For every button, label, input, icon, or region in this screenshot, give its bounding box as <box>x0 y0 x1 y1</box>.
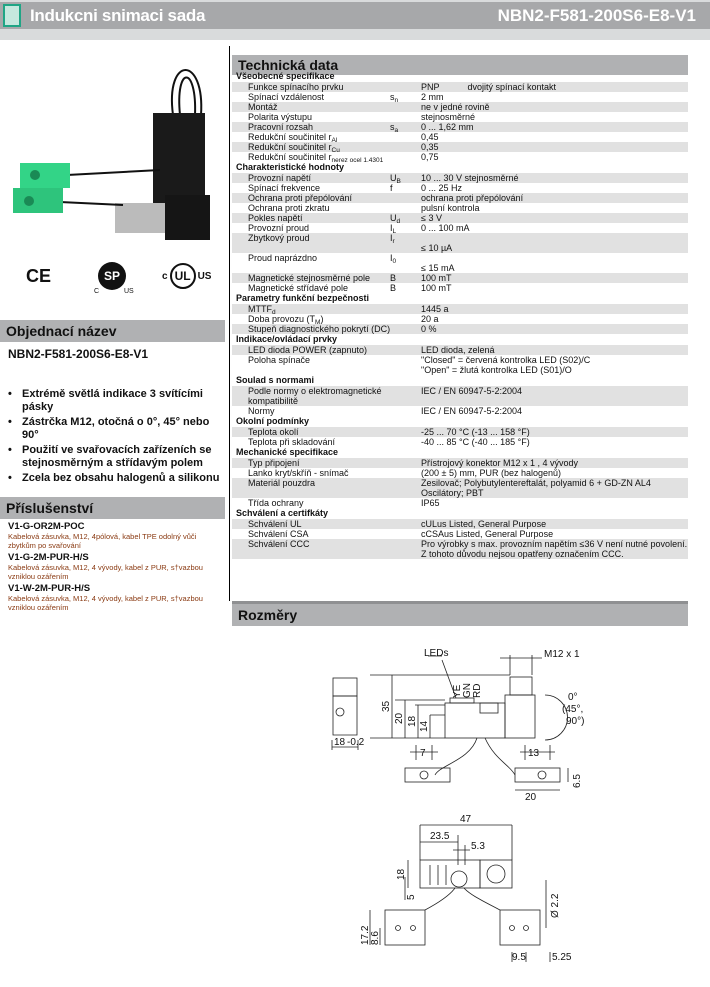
spec-symbol: $I_L$ <box>390 223 397 235</box>
csa-logo: SP C US <box>92 262 132 298</box>
spec-row <box>232 223 688 233</box>
spec-section-title: Indikace/ovládací prvky <box>236 334 338 344</box>
svg-text:LEDs: LEDs <box>424 648 449 659</box>
spec-row <box>232 478 688 498</box>
document-title: Indukcni snimaci sada <box>30 6 206 25</box>
spec-value: 2 mm <box>421 92 444 102</box>
spec-section-title: Schválení a certifkáty <box>236 508 329 518</box>
spec-value: PNP dvojitý spínací kontakt <box>421 82 557 92</box>
order-name-heading: Objednací název <box>0 320 225 342</box>
spec-row <box>232 468 688 478</box>
spec-row <box>232 498 688 508</box>
accessory-desc: Kabelová zásuvka, M12, 4 vývody, kabel z PUR, s†vazbou vzniklou ozářením <box>8 563 203 581</box>
dimension-drawing <box>320 640 610 985</box>
spec-symbol: $U_B$ <box>390 173 401 185</box>
spec-row <box>232 102 688 112</box>
spec-row <box>232 427 688 437</box>
spec-label: Schválení UL <box>248 519 302 529</box>
spec-value: Zesilovač; Polybutylentereftalát, polyamid 6 + GD-ZN AL4 Oscilátory; PBT <box>421 478 651 498</box>
svg-text:M12 x 1: M12 x 1 <box>544 649 580 660</box>
spec-label: Třída ochrany <box>248 498 304 508</box>
spec-label: Polarita výstupu <box>248 112 313 122</box>
spec-value: stejnosměrné <box>421 112 476 122</box>
product-code: NBN2-F581-200S6-E8-V1 <box>497 6 696 25</box>
spec-row <box>232 193 688 203</box>
product-photo <box>5 55 223 250</box>
tech-data-heading: Technická data <box>232 55 688 75</box>
spec-label: Lanko kryt/skříň - snímač <box>248 468 349 478</box>
ul-logo: c UL US <box>162 263 211 289</box>
spec-section-title: Charakteristické hodnoty <box>236 162 345 172</box>
spec-label: Doba provozu $(T_M)$ <box>248 314 324 326</box>
spec-section-title: Všeobecné specifikace <box>236 71 335 81</box>
spec-value: IP65 <box>421 498 440 508</box>
svg-text:5.3: 5.3 <box>471 841 485 852</box>
spec-row <box>232 92 688 102</box>
column-divider <box>229 46 230 601</box>
spec-label: Poloha spínače <box>248 355 311 365</box>
spec-value: -25 ... 70 °C (-13 ... 158 °F) <box>421 427 530 437</box>
svg-text:47: 47 <box>460 814 472 825</box>
spec-label: Ochrana proti přepólování <box>248 193 353 203</box>
spec-value: ≤ 3 V <box>421 213 442 223</box>
spec-row <box>232 152 688 162</box>
spec-value: (200 ± 5) mm, PUR (bez halogenů) <box>421 468 561 478</box>
svg-text:RD: RD <box>472 683 483 698</box>
spec-label: Zbytkový proud <box>248 233 310 243</box>
spec-row <box>232 437 688 447</box>
svg-text:0°: 0° <box>568 692 578 703</box>
svg-text:8.6: 8.6 <box>370 931 381 945</box>
svg-text:YE: YE <box>452 684 463 698</box>
spec-label: Teplota při skladování <box>248 437 336 447</box>
spec-symbol: f <box>390 183 393 193</box>
accessory-name[interactable]: V1-W-2M-PUR-H/S <box>8 583 91 594</box>
spec-symbol: $s_n$ <box>390 92 399 104</box>
spec-row <box>232 213 688 223</box>
spec-label: Montáž <box>248 102 278 112</box>
svg-text:GN: GN <box>462 683 473 698</box>
feature-list <box>8 388 226 485</box>
spec-symbol: $I_0$ <box>390 253 397 265</box>
spec-row <box>232 173 688 183</box>
spec-value: pulsní kontrola <box>421 203 480 213</box>
accessory-name[interactable]: V1-G-2M-PUR-H/S <box>8 552 89 563</box>
spec-row <box>232 122 688 132</box>
spec-value: 20 a <box>421 314 439 324</box>
spec-row <box>232 233 688 253</box>
spec-value: ≤ 10 µA <box>421 243 453 253</box>
spec-section-title: Okolní podmínky <box>236 416 310 426</box>
spec-label: Spínací vzdálenost <box>248 92 325 102</box>
spec-row <box>232 314 688 324</box>
spec-value: LED dioda, zelená <box>421 345 495 355</box>
svg-text:20: 20 <box>394 712 405 724</box>
feature-item: • Extrémě světlá indikace 3 svítícími pásky <box>8 388 226 414</box>
spec-row <box>232 304 688 314</box>
svg-text:7: 7 <box>420 748 426 759</box>
spec-label: Redukční součinitel $r_{nerez ocel 1.4301}$ <box>248 152 384 164</box>
spec-label: $MTTF_d$ <box>248 304 276 316</box>
spec-label: Magnetické střídavé pole <box>248 283 349 293</box>
spec-row <box>232 324 688 334</box>
spec-label: LED dioda POWER (zapnuto) <box>248 345 368 355</box>
spec-value: Pro výrobky s max. provozním napětím ≤36 V není nutné povolení. Z tohoto důvodu nejsou opatřeny označením CCC. <box>421 539 688 559</box>
spec-symbol: $U_d$ <box>390 213 401 225</box>
spec-label: Stupeň diagnostického pokrytí (DC) <box>248 324 391 334</box>
spec-label: Podle normy o elektromagnetické kompatibilitě <box>248 386 382 406</box>
spec-value: 0,35 <box>421 142 439 152</box>
spec-row <box>232 253 688 273</box>
spec-row <box>232 458 688 468</box>
svg-text:14: 14 <box>419 720 430 732</box>
spec-row <box>232 183 688 193</box>
spec-value: 10 ... 30 V stejnosměrné <box>421 173 519 183</box>
spec-row <box>232 283 688 293</box>
spec-value: 0,75 <box>421 152 439 162</box>
spec-row <box>232 132 688 142</box>
dimensions-heading: Rozměry <box>232 601 688 626</box>
left-column-flow <box>0 388 226 612</box>
tech-data-table <box>232 71 688 559</box>
spec-section-title: Parametry funkční bezpečnosti <box>236 293 370 303</box>
spec-value: 100 mT <box>421 283 452 293</box>
spec-symbol: $s_a$ <box>390 122 399 134</box>
spec-label: Spínací frekvence <box>248 183 321 193</box>
spec-label: Ochrana proti zkratu <box>248 203 330 213</box>
spec-value: 100 mT <box>421 273 452 283</box>
spec-value: 0 ... 25 Hz <box>421 183 463 193</box>
spec-section-title: Soulad s normami <box>236 375 315 385</box>
spec-label: Magnetické stejnosměrné pole <box>248 273 371 283</box>
spec-value: cULus Listed, General Purpose <box>421 519 547 529</box>
spec-value: ochrana proti přepólování <box>421 193 524 203</box>
svg-text:9.5: 9.5 <box>512 952 526 963</box>
spec-value: IEC / EN 60947-5-2:2004 <box>421 386 523 396</box>
spec-row <box>232 519 688 529</box>
spec-symbol: B <box>390 273 397 283</box>
spec-symbol: B <box>390 283 397 293</box>
spec-row <box>232 112 688 122</box>
spec-label: Redukční součinitel $r_{Al}$ <box>248 132 338 144</box>
accessories-list <box>8 521 226 612</box>
brand-square-icon <box>3 4 21 27</box>
spec-label: Redukční součinitel $r_{Cu}$ <box>248 142 340 154</box>
spec-value: 1445 a <box>421 304 449 314</box>
accessories-heading: Příslušenství <box>0 497 225 519</box>
accessory-name[interactable]: V1-G-OR2M-POC <box>8 521 85 532</box>
spec-label: Typ připojení <box>248 458 300 468</box>
spec-row <box>232 82 688 92</box>
svg-text:5: 5 <box>406 894 417 900</box>
feature-item: • Použití ve svařovacích zařízeních se stejnosměrným a střídavým polem <box>8 444 226 470</box>
spec-section-title: Mechanické specifikace <box>236 447 339 457</box>
ce-mark: CE <box>26 266 52 286</box>
spec-label: Provozní proud <box>248 223 310 233</box>
spec-value: Přístrojový konektor M12 x 1 , 4 vývody <box>421 458 579 468</box>
spec-row <box>232 142 688 152</box>
spec-label: Schválení CSA <box>248 529 309 539</box>
spec-label: Schválení CCC <box>248 539 310 549</box>
spec-value: 0 ... 1,62 mm <box>421 122 474 132</box>
spec-label: Pokles napětí <box>248 213 303 223</box>
spec-value: 0 ... 100 mA <box>421 223 470 233</box>
spec-value: ≤ 15 mA <box>421 263 455 273</box>
order-code: NBN2-F581-200S6-E8-V1 <box>8 347 149 361</box>
svg-text:5.25: 5.25 <box>552 952 572 963</box>
accessory-desc: Kabelová zásuvka, M12, 4pólová, kabel TPE odolný vůči zbytkům po svařování <box>8 532 197 550</box>
svg-text:Ø 2.2: Ø 2.2 <box>550 893 561 918</box>
svg-text:(45°,: (45°, <box>562 704 584 715</box>
spec-value: IEC / EN 60947-5-2:2004 <box>421 406 523 416</box>
svg-text:23.5: 23.5 <box>430 831 450 842</box>
spec-symbol: $I_r$ <box>390 233 395 245</box>
svg-text:90°): 90°) <box>566 716 585 727</box>
spec-row <box>232 273 688 283</box>
spec-row <box>232 406 688 416</box>
spec-label: Funkce spínacího prvku <box>248 82 344 92</box>
spec-row <box>232 345 688 355</box>
feature-item: • Zcela bez obsahu halogenů a silikonu <box>8 472 226 485</box>
svg-text:-0.2: -0.2 <box>347 737 365 748</box>
spec-row <box>232 386 688 406</box>
spec-label: Teplota okolí <box>248 427 299 437</box>
spec-label: Normy <box>248 406 275 416</box>
svg-text:13: 13 <box>528 748 540 759</box>
spec-value: ne v jedné rovině <box>421 102 490 112</box>
svg-text:17.2: 17.2 <box>360 925 371 945</box>
spec-label: Pracovní rozsah <box>248 122 314 132</box>
spec-row <box>232 203 688 213</box>
spec-value: -40 ... 85 °C (-40 ... 185 °F) <box>421 437 530 447</box>
accessory-desc: Kabelová zásuvka, M12, 4 vývody, kabel z PUR, s†vazbou vzniklou ozářením <box>8 594 203 612</box>
spec-value: "Closed" = červená kontrolka LED (S02)/C "Open" = žlutá kontrolka LED (S01)/O <box>421 355 591 375</box>
spec-label: Materiál pouzdra <box>248 478 316 488</box>
feature-item: • Zástrčka M12, otočná o 0°, 45° nebo 90° <box>8 416 226 442</box>
svg-text:18: 18 <box>407 715 418 727</box>
spec-label: Proud naprázdno <box>248 253 318 263</box>
spec-row <box>232 529 688 539</box>
svg-text:20: 20 <box>525 792 537 803</box>
title-bar <box>0 2 710 29</box>
spec-label: Provozní napětí <box>248 173 312 183</box>
svg-text:6.5: 6.5 <box>572 774 583 788</box>
spec-value: 0 % <box>421 324 437 334</box>
svg-text:18: 18 <box>396 868 407 880</box>
spec-value: cCSAus Listed, General Purpose <box>421 529 554 539</box>
svg-text:18: 18 <box>334 737 346 748</box>
spec-row <box>232 539 688 559</box>
svg-text:35: 35 <box>381 700 392 712</box>
spec-value: 0,45 <box>421 132 439 142</box>
spec-row <box>232 355 688 375</box>
